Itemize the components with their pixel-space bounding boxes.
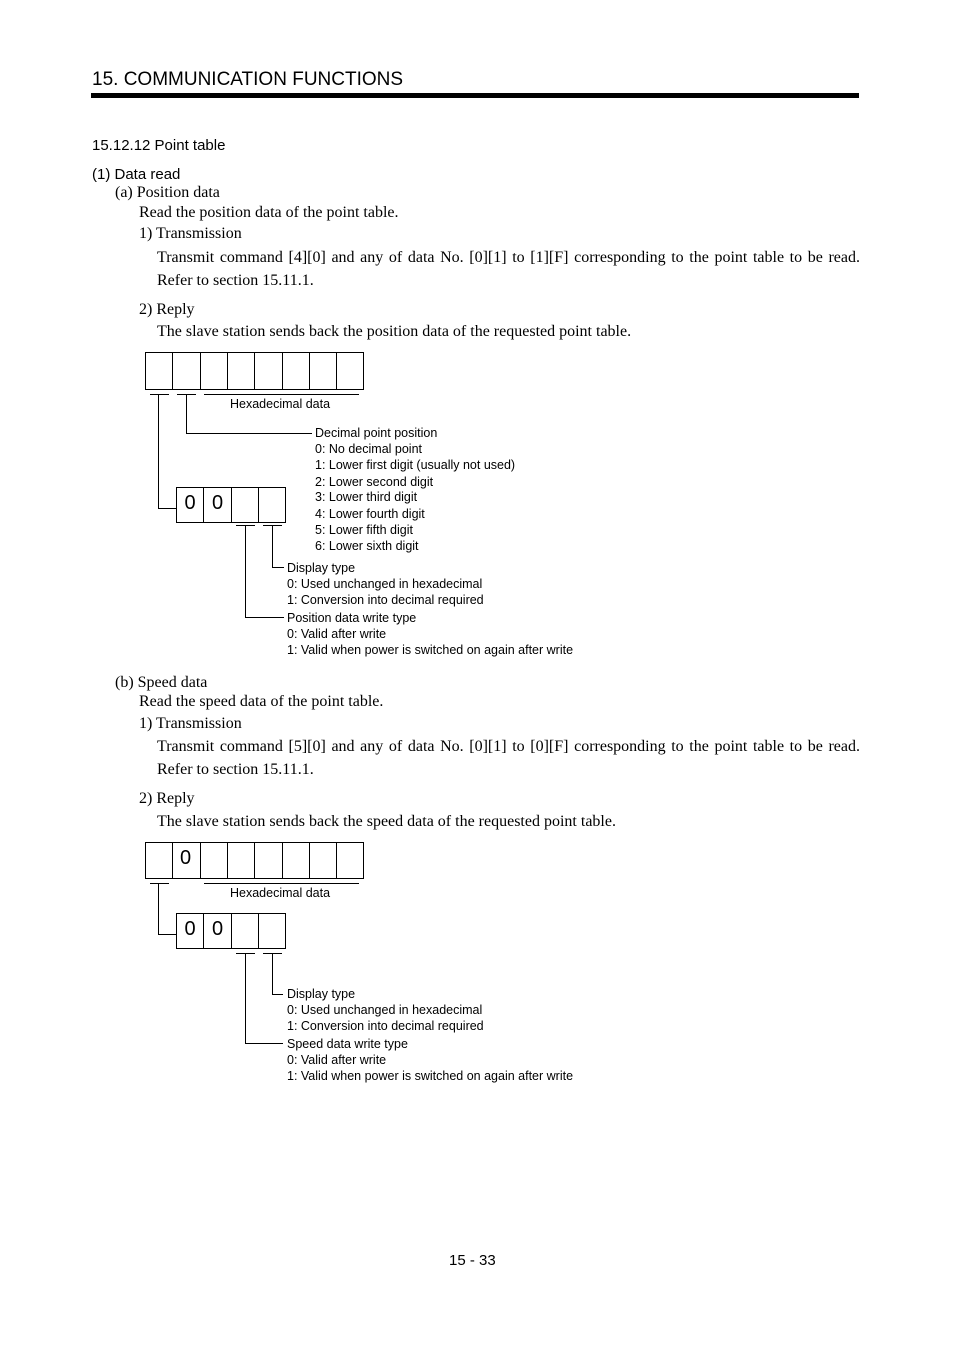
- speed-reply-text: The slave station sends back the speed data of the requested point table.: [157, 813, 616, 830]
- connector-line: [272, 525, 273, 568]
- display-type-option: 1: Conversion into decimal required: [287, 593, 484, 607]
- frame-cell: [172, 352, 201, 390]
- position-intro: Read the position data of the point table.: [139, 204, 399, 221]
- hex-data-label: Hexadecimal data: [230, 886, 331, 900]
- display-type-title: Display type: [287, 987, 356, 1001]
- frame-cell: [254, 352, 283, 390]
- decimal-option: 1: Lower first digit (usually not used): [315, 458, 516, 472]
- connector-line: [272, 953, 273, 995]
- connector-line: [186, 394, 187, 434]
- connector-line: [158, 508, 176, 509]
- bracket-line: [204, 883, 359, 884]
- decimal-option: 6: Lower sixth digit: [315, 539, 419, 553]
- frame-cell: [309, 842, 337, 879]
- sub-cell: [258, 487, 286, 523]
- decimal-option: 4: Lower fourth digit: [315, 507, 425, 521]
- connector-line: [245, 617, 284, 618]
- sub-cell: [231, 913, 259, 949]
- header-rule: [91, 93, 859, 98]
- frame-cell: 0: [172, 842, 201, 879]
- speed-transmission-label: 1) Transmission: [139, 715, 242, 732]
- decimal-option: 3: Lower third digit: [315, 490, 418, 504]
- speed-heading: (b) Speed data: [115, 674, 208, 691]
- frame-cell: [200, 842, 228, 879]
- connector-line: [158, 934, 176, 935]
- frame-cell: [282, 842, 310, 879]
- bracket-line: [150, 883, 169, 884]
- connector-line: [272, 994, 283, 995]
- frame-cell: [145, 842, 173, 879]
- position-transmission-text: Transmit command [4][0] and any of data No. [0][1] to [1][F] corresponding to the point table to be read. Refer to section 15.11.1.: [157, 249, 860, 289]
- connector-line: [186, 433, 312, 434]
- position-reply-text: The slave station sends back the position data of the requested point table.: [157, 323, 632, 340]
- chapter-header: 15. COMMUNICATION FUNCTIONS: [92, 69, 404, 90]
- speed-transmission-text: Transmit command [5][0] and any of data No. [0][1] to [0][F] corresponding to the point table to be read. Refer to section 15.11.1.: [157, 738, 860, 778]
- connector-line: [245, 525, 246, 618]
- speed-intro: Read the speed data of the point table.: [139, 693, 384, 710]
- position-reply-label: 2) Reply: [139, 301, 195, 318]
- write-type-option: 0: Valid after write: [287, 1053, 387, 1067]
- decimal-option: 5: Lower fifth digit: [315, 523, 413, 537]
- bracket-line: [204, 394, 359, 395]
- position-transmission-label: 1) Transmission: [139, 225, 242, 242]
- connector-line: [245, 953, 246, 1044]
- frame-cell: [254, 842, 283, 879]
- decimal-option: 2: Lower second digit: [315, 475, 434, 489]
- section-heading: 15.12.12 Point table: [92, 137, 226, 154]
- hex-data-label: Hexadecimal data: [230, 397, 331, 411]
- item-heading-data-read: (1) Data read: [92, 166, 181, 183]
- sub-cell: [258, 913, 286, 949]
- write-type-option: 1: Valid when power is switched on again after write: [287, 1069, 574, 1083]
- sub-cell: 0: [203, 913, 232, 949]
- frame-cell: [282, 352, 310, 390]
- connector-line: [158, 394, 159, 509]
- write-type-title: Speed data write type: [287, 1037, 408, 1051]
- connector-line: [272, 567, 284, 568]
- position-heading: (a) Position data: [115, 184, 220, 201]
- page-number: 15 - 33: [449, 1252, 496, 1269]
- display-type-option: 0: Used unchanged in hexadecimal: [287, 1003, 483, 1017]
- speed-reply-label: 2) Reply: [139, 790, 195, 807]
- display-type-title: Display type: [287, 561, 356, 575]
- frame-cell: [336, 352, 364, 390]
- write-type-option: 1: Valid when power is switched on again after write: [287, 643, 574, 657]
- sub-cell: 0: [176, 487, 204, 523]
- sub-cell: [231, 487, 259, 523]
- display-type-option: 0: Used unchanged in hexadecimal: [287, 577, 483, 591]
- frame-cell: [227, 842, 255, 879]
- frame-cell: [145, 352, 173, 390]
- connector-line: [245, 1043, 283, 1044]
- frame-cell: [309, 352, 337, 390]
- frame-cell: [227, 352, 255, 390]
- write-type-option: 0: Valid after write: [287, 627, 387, 641]
- write-type-title: Position data write type: [287, 611, 417, 625]
- frame-cell: [200, 352, 228, 390]
- sub-cell: 0: [203, 487, 232, 523]
- display-type-option: 1: Conversion into decimal required: [287, 1019, 484, 1033]
- bracket-line: [150, 394, 169, 395]
- decimal-option: 0: No decimal point: [315, 442, 423, 456]
- decimal-point-title: Decimal point position: [315, 426, 438, 440]
- connector-line: [158, 883, 159, 935]
- frame-cell: [336, 842, 364, 879]
- sub-cell: 0: [176, 913, 204, 949]
